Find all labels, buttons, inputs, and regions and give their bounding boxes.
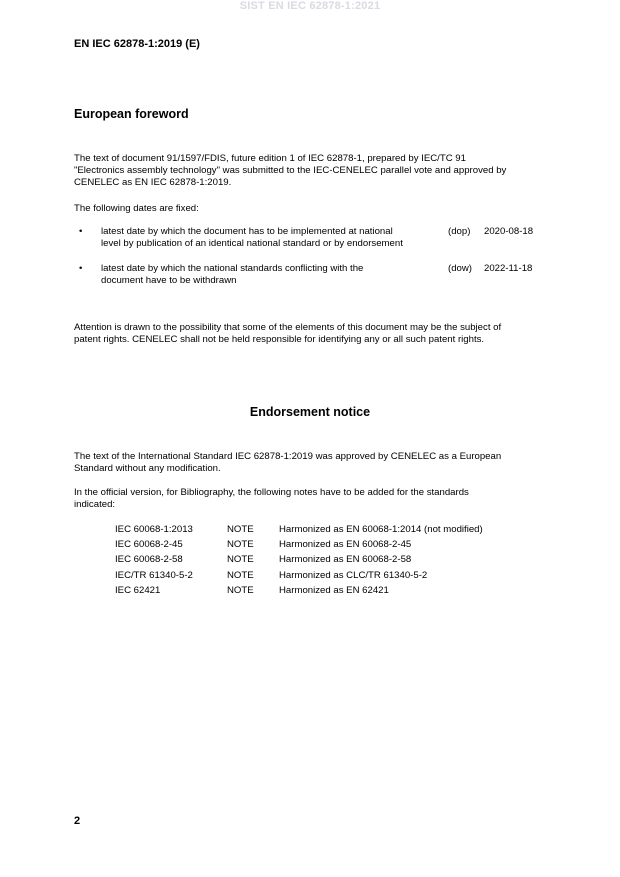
bullet: • [79,226,83,237]
date-code: (dow) [448,263,472,274]
text-line: document have to be withdrawn [101,275,237,286]
attention-paragraph [74,322,546,346]
text-line: The text of the International Standard IEC 62878-1:2019 was approved by CENELEC as a European [74,451,502,462]
text-line: The text of document 91/1597/FDIS, future edition 1 of IEC 62878-1, prepared by IEC/TC 91 [74,153,466,164]
text-line: latest date by which the national standards conflicting with the [101,263,364,274]
watermark: SIST EN IEC 62878-1:2021 [239,0,381,12]
page-number: 2 [74,815,81,827]
notes-row [115,524,535,539]
bibliography-paragraph [74,487,546,511]
date-value: 2022-11-18 [484,263,533,274]
notes-row [115,585,535,600]
text-line: indicated: [74,499,116,510]
notes-row [115,554,535,569]
note-label: NOTE [227,524,254,535]
notes-row [115,570,535,585]
foreword-paragraph [74,153,546,189]
document-header: EN IEC 62878-1:2019 (E) [74,38,200,50]
note-standard: IEC 62421 [115,584,161,596]
date-value: 2020-08-18 [484,226,534,237]
bullet: • [79,263,83,274]
note-standard: IEC 60068-2-45 [115,539,183,551]
note-text: Harmonized as EN 60068-1:2014 (not modified) [279,524,483,535]
note-label: NOTE [227,539,254,551]
date-description [101,226,441,250]
date-code: (dop) [448,226,471,237]
text-line: "Electronics assembly technology" was submitted to the IEC-CENELEC parallel vote and approved by [74,165,507,176]
endorsement-heading: Endorsement notice [249,405,371,419]
note-text: Harmonized as CLC/TR 61340-5-2 [279,569,428,581]
dates-intro: The following dates are fixed: [74,203,199,214]
note-text: Harmonized as EN 62421 [279,584,389,596]
text-line: CENELEC as EN IEC 62878-1:2019. [74,177,232,188]
note-label: NOTE [227,584,254,596]
note-text: Harmonized as EN 60068-2-45 [279,539,412,551]
note-text: Harmonized as EN 60068-2-58 [279,554,412,566]
text-line: latest date by which the document has to be implemented at national [101,226,393,237]
date-description [101,263,441,287]
text-line: Attention is drawn to the possibility that some of the elements of this document may be the subject of [74,322,502,333]
foreword-heading: European foreword [74,107,189,121]
note-label: NOTE [227,569,254,581]
notes-row [115,539,535,554]
note-standard: IEC 60068-1:2013 [115,524,193,535]
text-line: patent rights. CENELEC shall not be held responsible for identifying any or all such patent rights. [74,334,485,345]
note-standard: IEC/TR 61340-5-2 [115,569,193,581]
text-line: level by publication of an identical national standard or by endorsement [101,238,403,249]
note-standard: IEC 60068-2-58 [115,554,183,566]
endorsement-paragraph [74,451,546,475]
text-line: Standard without any modification. [74,463,221,474]
note-label: NOTE [227,554,254,566]
text-line: In the official version, for Bibliography, the following notes have to be added for the standards [74,487,469,498]
notes-table [115,524,535,600]
